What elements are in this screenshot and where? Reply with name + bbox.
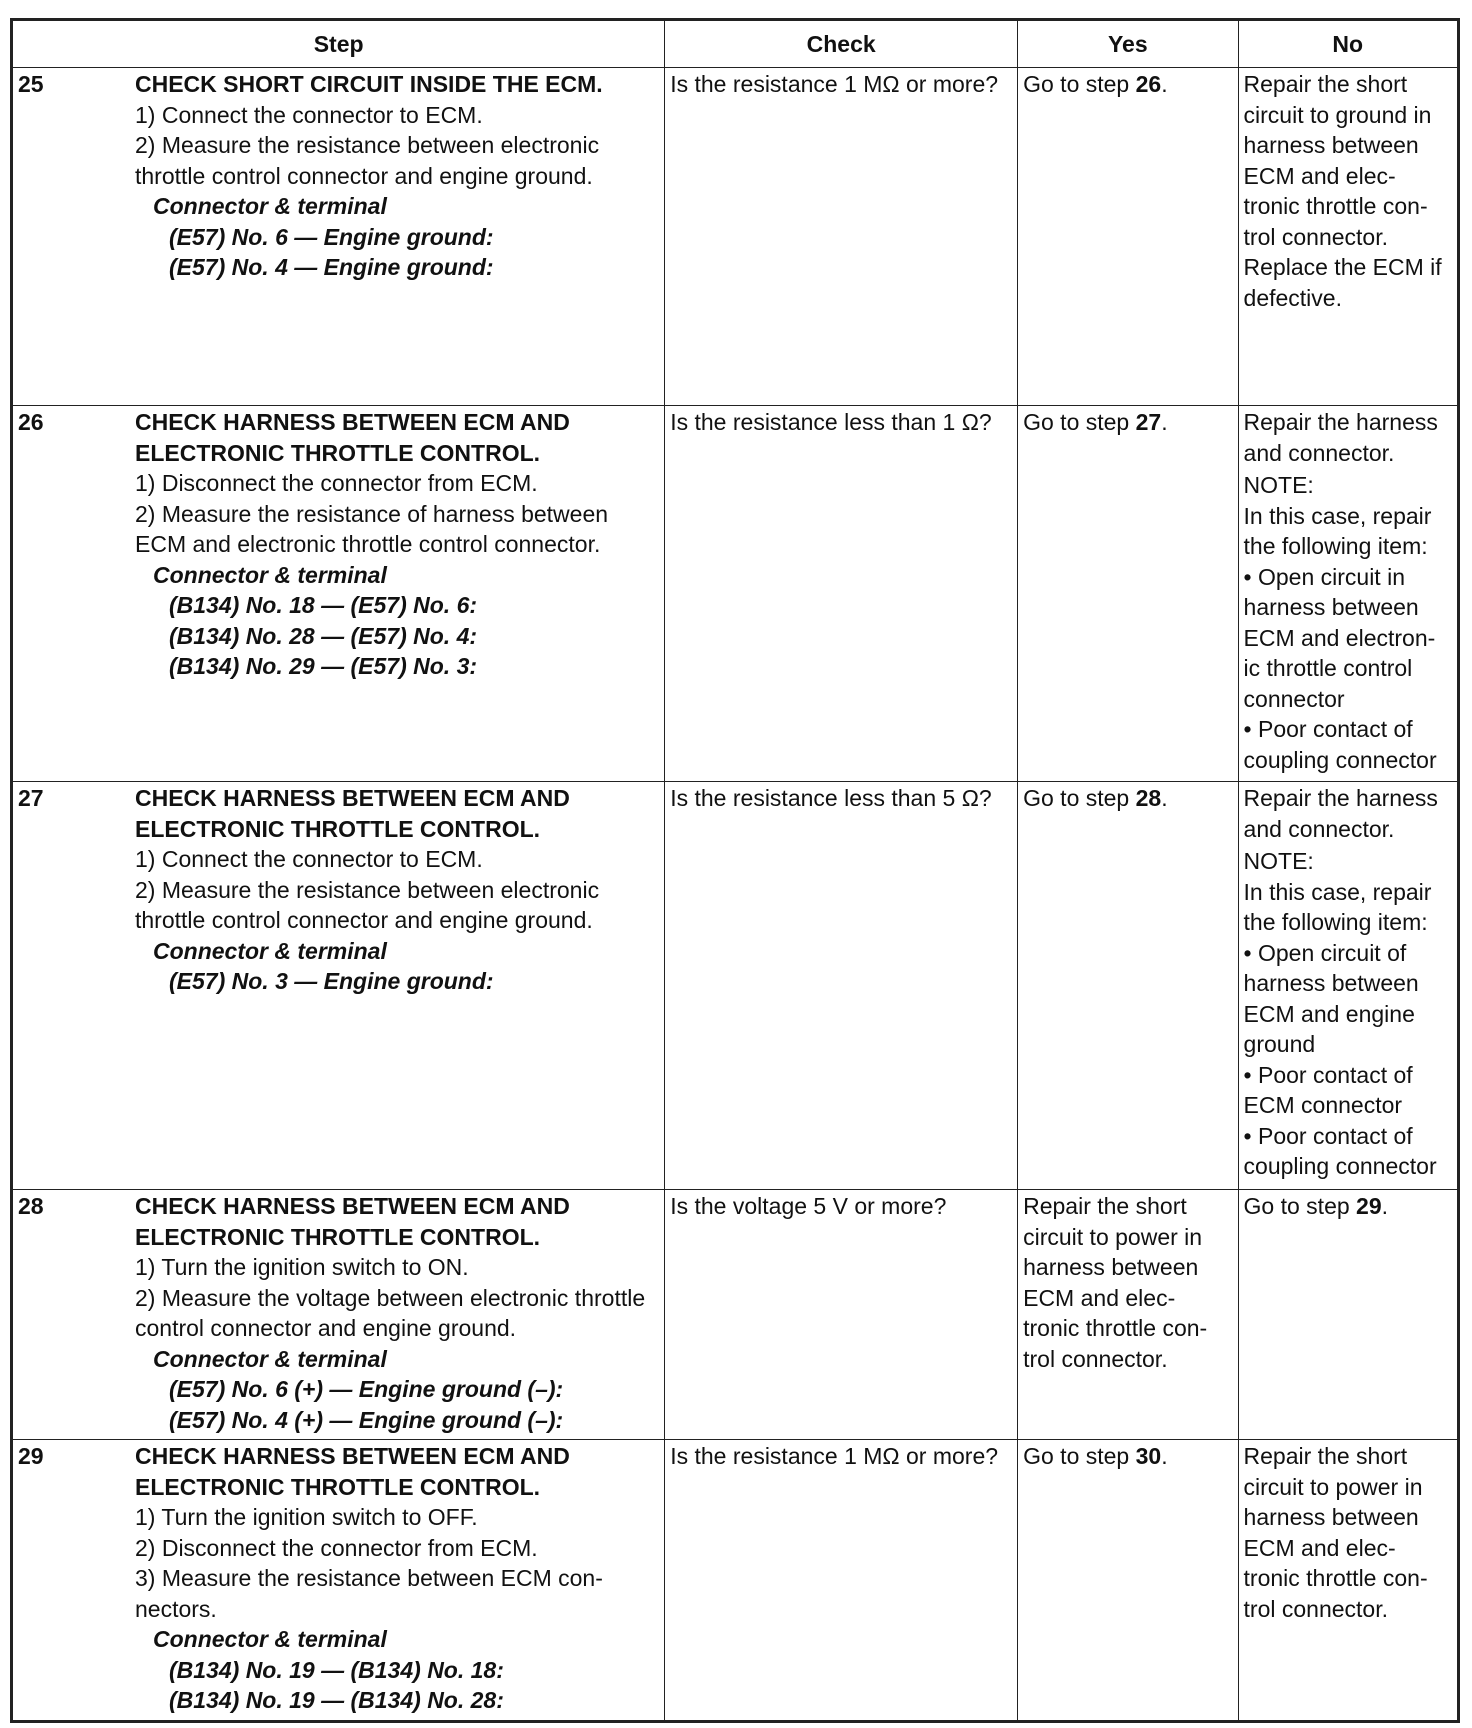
step-number: 25 <box>18 71 44 97</box>
step-title: CHECK HARNESS BETWEEN ECM AND ELECTRONIC THROTTLE CONTROL. <box>135 1193 570 1250</box>
header-step: Step <box>12 20 665 68</box>
step-number: 26 <box>18 409 44 435</box>
step-instruction: 1) Disconnect the connector from ECM. <box>135 470 538 496</box>
yes-cell <box>1018 1440 1238 1722</box>
terminal-spec: (E57) No. 4 (+) — Engine ground (–): <box>169 1406 564 1433</box>
table-row <box>12 782 1459 1190</box>
no-cell <box>1238 1440 1458 1722</box>
step-number: 29 <box>18 1443 44 1469</box>
yes-suffix: . <box>1161 1443 1168 1469</box>
step-title: CHECK HARNESS BETWEEN ECM AND ELECTRONIC THROTTLE CONTROL. <box>135 409 570 466</box>
connector-label: Connector & terminal <box>153 1345 387 1372</box>
yes-cell: Repair the short circuit to power in harness between ECM and elec- tronic throttle con- trol connector. <box>1018 1190 1238 1440</box>
check-cell: Is the voltage 5 V or more? <box>665 1190 1018 1440</box>
no-prefix: Go to step <box>1243 1193 1357 1219</box>
table-row <box>12 406 1459 782</box>
table-row <box>12 68 1459 406</box>
table-row <box>12 1190 1459 1440</box>
yes-prefix: Go to step <box>1023 409 1136 435</box>
step-instruction: 1) Turn the ignition switch to ON. <box>135 1254 469 1280</box>
yes-suffix: . <box>1161 785 1168 811</box>
connector-label: Connector & terminal <box>153 1626 387 1652</box>
yes-cell <box>1018 782 1238 1190</box>
yes-prefix: Go to step <box>1023 71 1136 97</box>
diagnostic-page <box>10 18 1460 1723</box>
terminal-spec: (B134) No. 19 — (B134) No. 28: <box>169 1687 504 1713</box>
step-instruction: 2) Measure the voltage between electronic throttle control connector and engine ground. <box>135 1284 646 1341</box>
terminal-spec: (B134) No. 29 — (E57) No. 3: <box>169 653 478 679</box>
table-row <box>12 1440 1459 1722</box>
note-item: • Open circuit in harness between ECM and electron- ic throttle control connector <box>1243 563 1436 712</box>
header-row <box>12 20 1459 68</box>
terminal-spec: (E57) No. 6 (+) — Engine ground (–): <box>169 1376 564 1402</box>
step-title: CHECK HARNESS BETWEEN ECM AND ELECTRONIC THROTTLE CONTROL. <box>135 1443 570 1500</box>
yes-cell <box>1018 68 1238 406</box>
note-label: NOTE: <box>1243 848 1314 874</box>
note-label: NOTE: <box>1243 472 1314 498</box>
no-cell <box>1238 782 1458 1190</box>
step-cell <box>12 68 665 406</box>
yes-prefix: Go to step <box>1023 785 1136 811</box>
no-step-link[interactable]: 29 <box>1356 1193 1382 1219</box>
step-instruction: 3) Measure the resistance between ECM con- nectors. <box>135 1565 603 1622</box>
step-instruction: 2) Measure the resistance between electronic throttle control connector and engine ground. <box>135 132 600 189</box>
no-text: Repair the harness and connector. <box>1243 785 1438 842</box>
yes-suffix: . <box>1161 71 1168 97</box>
no-cell <box>1238 68 1458 406</box>
step-instruction: 2) Measure the resistance between electronic throttle control connector and engine ground. <box>135 876 600 933</box>
note-item: • Poor contact of coupling connector <box>1243 1122 1437 1179</box>
header-no: No <box>1238 20 1458 68</box>
header-check: Check <box>665 20 1018 68</box>
no-cell <box>1238 406 1458 782</box>
step-instruction: 1) Connect the connector to ECM. <box>135 846 483 872</box>
note-item: • Open circuit of harness between ECM and engine ground <box>1243 939 1419 1057</box>
step-instruction: 2) Disconnect the connector from ECM. <box>135 1534 538 1561</box>
terminal-spec: (B134) No. 19 — (B134) No. 18: <box>169 1656 504 1683</box>
connector-label: Connector & terminal <box>153 561 387 588</box>
step-instruction: 1) Connect the connector to ECM. <box>135 101 483 128</box>
terminal-spec: (E57) No. 6 — Engine ground: <box>169 223 494 250</box>
step-instruction: 2) Measure the resistance of harness between ECM and electronic throttle control connector. <box>135 500 609 557</box>
step-number: 27 <box>18 785 44 811</box>
yes-step-link[interactable]: 28 <box>1135 785 1162 811</box>
terminal-spec: (B134) No. 18 — (E57) No. 6: <box>169 592 478 618</box>
diagnostic-table <box>10 18 1460 1723</box>
terminal-spec: (E57) No. 3 — Engine ground: <box>169 968 494 994</box>
note-intro: In this case, repair the following item: <box>1243 878 1432 935</box>
note-item: • Poor contact of coupling connector <box>1243 716 1437 773</box>
no-text: Repair the short circuit to power in harness between ECM and elec- tronic throttle con- trol connector. <box>1243 1443 1428 1622</box>
step-number: 28 <box>18 1193 44 1219</box>
note-intro: In this case, repair the following item: <box>1243 502 1432 559</box>
yes-step-link[interactable]: 27 <box>1135 409 1162 435</box>
yes-cell <box>1018 406 1238 782</box>
header-yes: Yes <box>1018 20 1238 68</box>
no-text: Repair the short circuit to ground in harness between ECM and elec- tronic throttle con- trol connector. <box>1243 71 1432 250</box>
no-cell <box>1238 1190 1458 1440</box>
step-cell <box>12 782 665 1190</box>
no-text: Repair the harness and connector. <box>1243 409 1438 466</box>
yes-suffix: . <box>1161 409 1168 435</box>
step-cell <box>12 1440 665 1722</box>
check-cell: Is the resistance 1 MΩ or more? <box>665 1440 1018 1722</box>
check-cell: Is the resistance less than 5 Ω? <box>665 782 1018 1190</box>
step-cell <box>12 406 665 782</box>
step-instruction: 1) Turn the ignition switch to OFF. <box>135 1504 478 1530</box>
step-cell <box>12 1190 665 1440</box>
terminal-spec: (B134) No. 28 — (E57) No. 4: <box>169 622 478 649</box>
step-title: CHECK HARNESS BETWEEN ECM AND ELECTRONIC THROTTLE CONTROL. <box>135 785 570 842</box>
connector-label: Connector & terminal <box>153 193 387 219</box>
connector-label: Connector & terminal <box>153 937 387 964</box>
note-item: • Poor contact of ECM connector <box>1243 1061 1413 1118</box>
step-title: CHECK SHORT CIRCUIT INSIDE THE ECM. <box>135 71 603 97</box>
check-cell: Is the resistance less than 1 Ω? <box>665 406 1018 782</box>
no-suffix: . <box>1381 1193 1389 1219</box>
yes-step-link[interactable]: 30 <box>1135 1443 1162 1469</box>
yes-prefix: Go to step <box>1023 1443 1136 1469</box>
yes-step-link[interactable]: 26 <box>1135 71 1162 97</box>
terminal-spec: (E57) No. 4 — Engine ground: <box>169 254 494 280</box>
no-text: Replace the ECM if defective. <box>1243 254 1442 311</box>
check-cell: Is the resistance 1 MΩ or more? <box>665 68 1018 406</box>
